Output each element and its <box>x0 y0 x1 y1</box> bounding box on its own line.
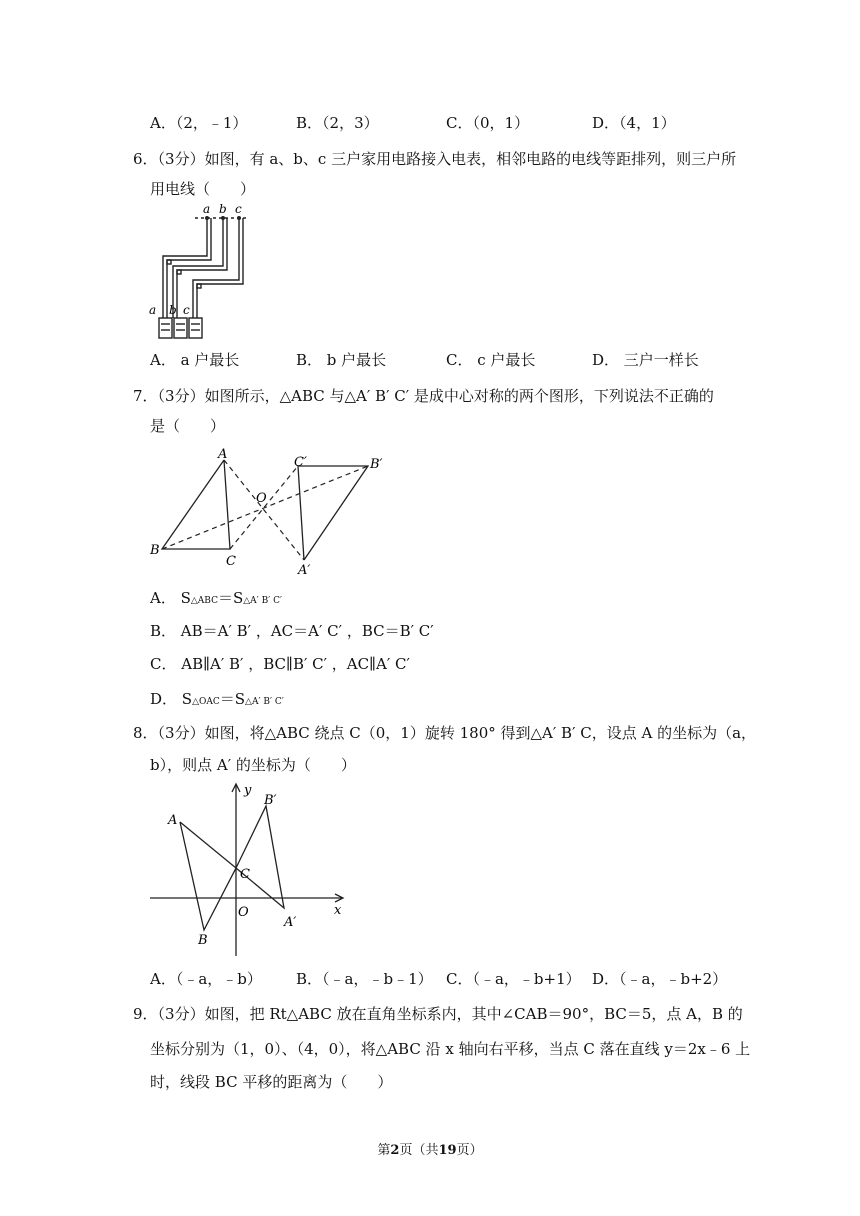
q6-stem-line1: 6．（3分）如图，有 a、b、c 三户家用电路接入电表，相邻电路的电线等距排列，则三户所 <box>133 150 737 168</box>
q9-stem-line3: 时，线段 BC 平移的距离为（ ） <box>150 1073 393 1091</box>
q7-fig-label-b: B <box>150 543 160 558</box>
q6-fig-label-c-bottom: c <box>183 303 190 317</box>
q6-option-a: A． a 户最长 <box>150 351 240 369</box>
q9-stem-line2: 坐标分别为（1，0）、（4，0），将△ABC 沿 x 轴向右平移，当点 C 落在直线 y＝2x﹣6 上 <box>150 1040 751 1058</box>
q7-option-b: B． AB＝A′ B′ ，AC＝A′ C′ ，BC＝B′ C′ <box>150 622 434 640</box>
q7-stem-line1: 7．（3分）如图所示，△ABC 与△A′ B′ C′ 是成中心对称的两个图形，下列说法不正确的 <box>133 387 714 405</box>
q6-fig-label-b-top: b <box>219 202 227 216</box>
q5-option-d: D．（4，1） <box>592 114 676 132</box>
q6-fig-label-a-top: a <box>203 202 211 216</box>
q8-fig-label-c: C <box>240 867 250 882</box>
q6-fig-label-a-bottom: a <box>149 303 157 317</box>
q7-fig-label-b-prime: B′ <box>370 457 383 472</box>
q7-fig-label-c: C <box>226 554 236 569</box>
q8-fig-label-b: B <box>198 933 208 948</box>
q8-stem-line2: b），则点 A′ 的坐标为（ ） <box>150 756 356 774</box>
total-pages: 19 <box>438 1143 457 1158</box>
q7-fig-label-o: O <box>256 491 267 506</box>
page-number: 2 <box>390 1143 400 1158</box>
q6-option-d: D． 三户一样长 <box>592 351 699 369</box>
q8-fig-label-b-prime: B′ <box>264 793 277 808</box>
page-footer: 第2页（共19页） <box>377 1143 483 1158</box>
q7-fig-label-a: A <box>218 447 228 462</box>
q8-rotation-figure <box>148 780 358 960</box>
q7-option-c: C． AB∥A′ B′ ，BC∥B′ C′ ，AC∥A′ C′ <box>150 655 410 673</box>
q5-option-a: A．（2，﹣1） <box>150 114 248 132</box>
q8-fig-label-y: y <box>244 783 252 798</box>
q7-stem-line2: 是（ ） <box>150 417 226 435</box>
q8-option-b: B．（﹣a，﹣b﹣1） <box>296 970 433 988</box>
q8-fig-label-a: A <box>168 813 178 828</box>
q7-fig-label-c-prime: C′ <box>294 455 307 470</box>
q8-fig-label-o: O <box>238 905 249 920</box>
q7-option-a: A． S△ABC＝S△A′ B′ C′ <box>150 589 283 607</box>
q8-stem-line1: 8．（3分）如图，将△ABC 绕点 C（0，1）旋转 180° 得到△A′ B′ C，设点 A 的坐标为（a， <box>133 724 757 742</box>
q7-option-d: D． S△OAC＝S△A′ B′ C′ <box>150 690 284 708</box>
q8-option-a: A．（﹣a，﹣b） <box>150 970 262 988</box>
q5-option-c: C．（0，1） <box>446 114 530 132</box>
q7-symmetry-figure <box>148 446 393 576</box>
q8-option-d: D．（﹣a，﹣b+2） <box>592 970 728 988</box>
q9-stem-line1: 9．（3分）如图，把 Rt△ABC 放在直角坐标系内，其中∠CAB＝90°，BC＝5，点 A，B 的 <box>133 1005 743 1023</box>
q6-stem-line2: 用电线（ ） <box>150 180 256 198</box>
q6-option-b: B． b 户最长 <box>296 351 387 369</box>
q6-option-c: C． c 户最长 <box>446 351 536 369</box>
q8-fig-label-x: x <box>334 903 342 918</box>
q5-option-b: B．（2，3） <box>296 114 379 132</box>
q7-fig-label-a-prime: A′ <box>298 563 311 576</box>
q8-fig-label-a-prime: A′ <box>284 915 297 930</box>
q6-circuit-figure <box>145 202 255 342</box>
q8-option-c: C．（﹣a，﹣b+1） <box>446 970 581 988</box>
q6-fig-label-b-bottom: b <box>169 303 177 317</box>
q6-fig-label-c-top: c <box>235 202 242 216</box>
